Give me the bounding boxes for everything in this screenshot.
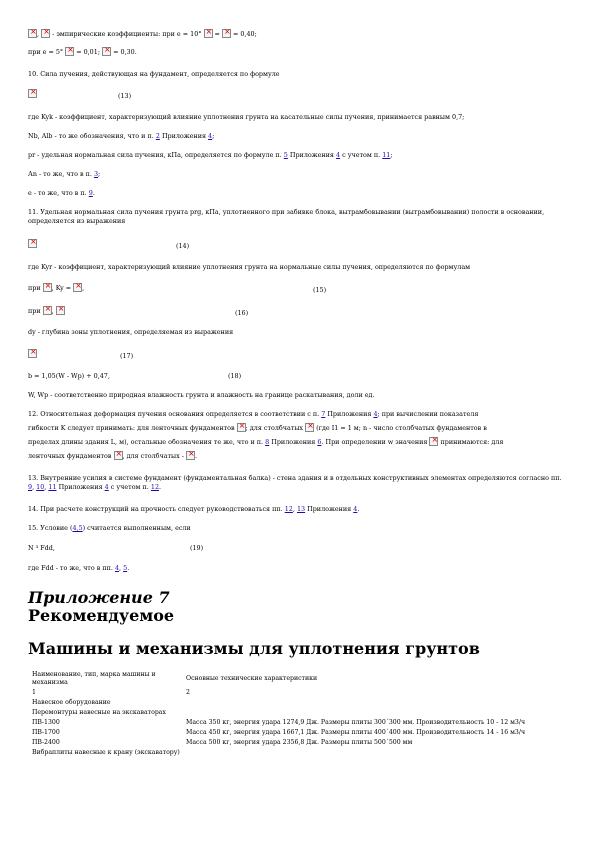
table-cell xyxy=(184,708,570,718)
machines-table xyxy=(30,670,570,758)
link-item[interactable]: 11 xyxy=(48,483,57,491)
table-cell: 2 xyxy=(186,689,190,696)
table-cell: Перемонтуры навесные на экскаваторах xyxy=(32,709,166,716)
formula-image-icon xyxy=(429,437,438,446)
formula-image-icon xyxy=(305,423,314,432)
link-item[interactable]: 8 xyxy=(265,438,270,446)
link-item[interactable]: 12 xyxy=(284,505,293,513)
link-item[interactable]: 12 xyxy=(150,483,160,491)
table-cell: Масса 450 кг, энергия удара 1667,1 Дж. Размеры плиты 400´400 мм. Производительность 14 - 16 м3/ч xyxy=(186,729,526,736)
equation-number: (15) xyxy=(313,286,327,294)
table-header-row xyxy=(30,670,570,688)
formula-17 xyxy=(28,349,567,359)
coefficients-line-2: при e = 5° × = 0,01; × = 0,30. xyxy=(28,47,567,57)
link-condition[interactable]: 4,5 xyxy=(72,524,83,532)
definition-e: e - то же, что в п. 9. xyxy=(28,189,95,197)
formula-image-icon xyxy=(28,89,37,98)
equation-number: (19) xyxy=(190,544,204,552)
equation-number: (17) xyxy=(120,352,134,360)
link-item[interactable]: 9 xyxy=(88,189,93,197)
paragraph-15: 15. Условие (4,5) считается выполненным, если xyxy=(28,524,191,532)
definition-dy: dy - глубина зоны уплотнения, определяемая из выражения xyxy=(28,328,234,336)
link-item[interactable]: 11 xyxy=(382,151,391,159)
table-row xyxy=(30,718,570,728)
paragraph-12-line-4: ленточных фундаментов × , для столбчатых - × . xyxy=(28,451,567,461)
definition-pr: pr - удельная нормальная сила пучения, кПа, определяется по формуле п. 5 Приложения 4 с учетом п. 11; xyxy=(28,151,393,159)
table-cell: ПВ-1700 xyxy=(32,729,60,736)
table-cell: Вибраплиты навесные к крану (экскаватору) xyxy=(32,749,180,756)
coefficients-line-1: ×, × - эмпирические коэффициенты: при e = 10° × = × = 0,40; xyxy=(28,29,567,39)
definition-w: W, Wp - соответственно природная влажность грунта и влажность на границе раскатывания, доли ед. xyxy=(28,391,375,399)
link-item[interactable]: 7 xyxy=(321,410,326,418)
link-appendix[interactable]: 6 xyxy=(317,438,322,446)
link-appendix[interactable]: 4 xyxy=(104,483,109,491)
link-appendix[interactable]: 4 xyxy=(353,505,358,513)
definition-nb: Nb, Alb - то же обозначения, что и п. 2 Приложения 4; xyxy=(28,132,215,140)
formula-18: b = 1,05(W - Wp) + 0,47, (18) xyxy=(28,372,242,380)
link-item[interactable]: 4 xyxy=(114,564,120,572)
table-cell: Масса 350 кг, энергия удара 1274,9 Дж. Размеры плиты 300´300 мм. Производительность 10 - 12 м3/ч xyxy=(186,719,526,726)
formula-image-icon xyxy=(204,29,213,38)
table-row xyxy=(30,738,570,748)
paragraph-13: 13. Внутренние усилия в системе фундамент (фундаментальная балка) - стена здания и в отдельных конструктивных элементах определяются согласно пп. 9, 10, 11 Приложения 4 с учетом п. 12. xyxy=(28,474,562,491)
formula-image-icon xyxy=(222,29,231,38)
formula-image-icon xyxy=(41,29,50,38)
equation-number: (18) xyxy=(228,372,242,380)
table-header-cell: Наименование, тип, марка машины и механизма xyxy=(32,671,156,686)
section-title: Машины и механизмы для уплотнения грунтов xyxy=(28,639,480,658)
table-cell: Навесное оборудование xyxy=(32,699,111,706)
link-item[interactable]: 5 xyxy=(123,564,128,572)
recommended-heading: Рекомендуемое xyxy=(28,606,175,625)
table-row xyxy=(30,748,570,758)
formula-image-icon xyxy=(237,423,246,432)
paragraph-12-line-2: гибкости K следует принимать: для ленточных фундаментов × ; для столбчатых × (где I1 = 1 м; n - число столбчатых фундаментов в xyxy=(28,423,567,433)
formula-image-icon xyxy=(28,349,37,358)
table-header-cell: Основные технические характеристики xyxy=(186,675,318,682)
definition-kyk: где Kyk - коэффициент, характеризующий влияние уплотнения грунта на касательные силы пучения, принимается равным 0,7; xyxy=(28,113,465,121)
link-item[interactable]: 2 xyxy=(155,132,160,140)
table-number-row xyxy=(30,688,570,698)
table-row xyxy=(30,698,570,708)
formula-image-icon xyxy=(28,29,37,38)
appendix-heading: Приложение 7 xyxy=(28,588,170,607)
table-cell: ПВ-1300 xyxy=(32,719,60,726)
equation-number: (14) xyxy=(176,242,190,250)
link-item[interactable]: 5 xyxy=(283,151,288,159)
definition-an: Аn - то же, что в п. 3; xyxy=(28,170,101,178)
formula-image-icon xyxy=(28,239,37,248)
table-cell: 1 xyxy=(32,689,36,696)
paragraph-11: 11. Удельная нормальная сила пучения грунта prg, кПа, уплотненного при забивке блока, вытрамбовывании (вытрамбовывании) полости в основании, определяется из выражения xyxy=(28,208,545,225)
formula-19: N ³ Fdd, (19) xyxy=(28,544,204,552)
definition-kyr: где Kyr - коэффициент, характеризующий влияние уплотнения грунта на нормальные силы пучения, определяются по формулам xyxy=(28,263,471,271)
link-appendix[interactable]: 4 xyxy=(208,132,213,140)
definition-fdd: где Fdd - то же, что в пп. 4, 5. xyxy=(28,564,130,572)
formula-16: при × , × (16) xyxy=(28,306,567,316)
link-item[interactable]: 3 xyxy=(93,170,99,178)
table-cell: ПВ-2400 xyxy=(32,739,60,746)
table-row xyxy=(30,708,570,718)
formula-image-icon xyxy=(43,306,52,315)
paragraph-10: 10. Сила пучения, действующая на фундамент, определяется по формуле xyxy=(28,70,280,78)
link-item[interactable]: 13 xyxy=(296,505,306,513)
formula-image-icon xyxy=(43,283,52,292)
link-appendix[interactable]: 4 xyxy=(335,151,341,159)
formula-13 xyxy=(28,89,567,99)
table-cell xyxy=(184,748,570,758)
formula-image-icon xyxy=(73,283,82,292)
formula-image-icon xyxy=(114,451,123,460)
equation-number: (13) xyxy=(118,92,132,100)
paragraph-12-line-3: пределах длины здания L, м), остальные обозначения те же, что и п. 8 Приложения 6. При определении w значения × принимаются: для xyxy=(28,437,567,447)
table-cell: Масса 500 кг, энергия удара 2356,8 Дж. Размеры плиты 500´500 мм xyxy=(186,739,413,746)
link-item[interactable]: 10 xyxy=(36,483,45,491)
paragraph-14: 14. При расчете конструкций на прочность следует руководствоваться пп. 12, 13 Приложения 4. xyxy=(28,505,360,513)
link-item[interactable]: 9 xyxy=(28,483,33,491)
formula-image-icon xyxy=(56,306,65,315)
formula-14 xyxy=(28,239,567,249)
table-cell xyxy=(184,698,570,708)
equation-number: (16) xyxy=(235,309,249,317)
paragraph-12-line-1: 12. Относительная деформация пучения основания определяется в соответствии с п. 7 Приложения 4; при вычислении показателя xyxy=(28,410,479,418)
link-appendix[interactable]: 4 xyxy=(373,410,378,418)
table-row xyxy=(30,728,570,738)
formula-image-icon xyxy=(102,47,111,56)
formula-image-icon xyxy=(65,47,74,56)
formula-15: при × , Ky = × , (15) xyxy=(28,283,567,293)
formula-image-icon xyxy=(186,451,195,460)
